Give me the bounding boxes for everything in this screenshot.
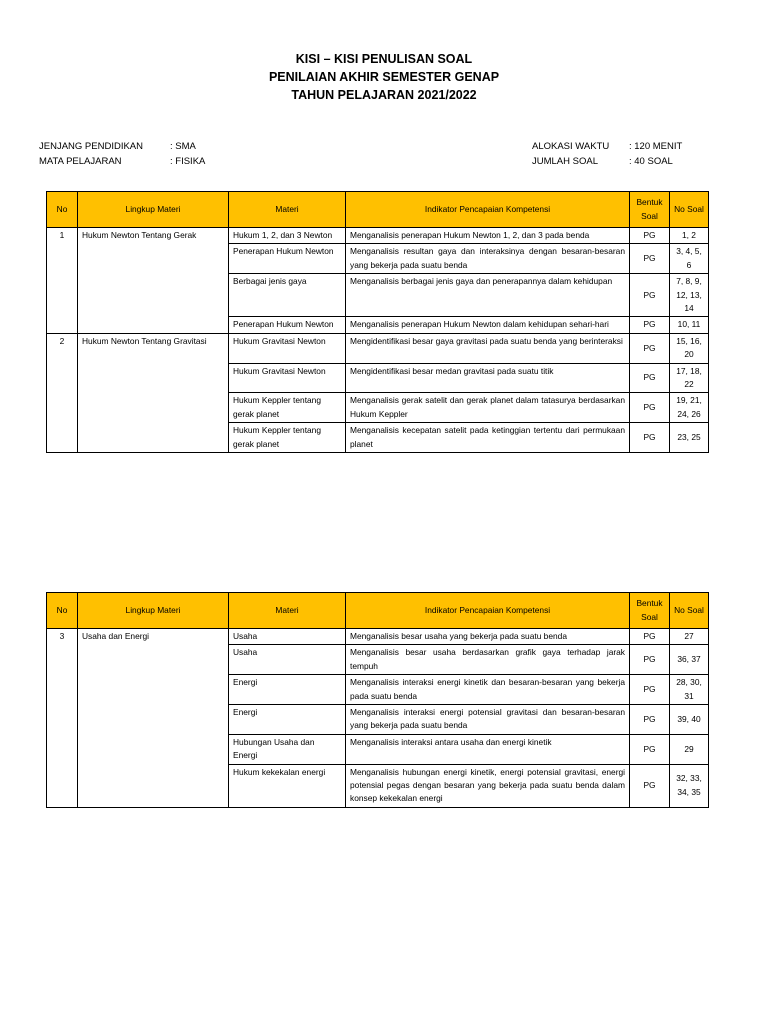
header-bentuk: Bentuk Soal bbox=[630, 593, 670, 629]
cell-lingkup-materi: Usaha dan Energi bbox=[78, 629, 229, 808]
cell-indikator: Menganalisis interaksi antara usaha dan energi kinetik bbox=[346, 734, 630, 764]
meta-alokasi-value: : 120 MENIT bbox=[629, 141, 683, 152]
meta-alokasi bbox=[532, 139, 682, 154]
cell-bentuk-soal: PG bbox=[630, 764, 670, 807]
cell-bentuk-soal: PG bbox=[630, 705, 670, 735]
cell-materi: Hukum kekekalan energi bbox=[229, 764, 346, 807]
cell-no-soal: 15, 16, 20 bbox=[670, 333, 709, 363]
cell-bentuk-soal: PG bbox=[630, 675, 670, 705]
cell-materi: Usaha bbox=[229, 629, 346, 645]
table-row bbox=[47, 629, 709, 645]
header-indikator: Indikator Pencapaian Kompetensi bbox=[346, 593, 630, 629]
meta-jumlah-value: : 40 SOAL bbox=[629, 156, 673, 167]
meta-mapel bbox=[39, 154, 205, 169]
meta-jenjang-label: JENJANG PENDIDIKAN bbox=[39, 141, 143, 152]
cell-indikator: Menganalisis kecepatan satelit pada ketinggian tertentu dari permukaan planet bbox=[346, 423, 630, 453]
cell-materi: Berbagai jenis gaya bbox=[229, 274, 346, 317]
cell-lingkup-materi: Hukum Newton Tentang Gerak bbox=[78, 228, 229, 334]
cell-bentuk-soal: PG bbox=[630, 274, 670, 317]
cell-no-soal: 36, 37 bbox=[670, 645, 709, 675]
meta-jumlah bbox=[532, 154, 682, 169]
cell-indikator: Menganalisis gerak satelit dan gerak planet dalam tatasurya berdasarkan Hukum Keppler bbox=[346, 393, 630, 423]
cell-materi: Energi bbox=[229, 675, 346, 705]
cell-indikator: Mengidentifikasi besar gaya gravitasi pada suatu benda yang berinteraksi bbox=[346, 333, 630, 363]
cell-materi: Penerapan Hukum Newton bbox=[229, 317, 346, 333]
cell-no-soal: 1, 2 bbox=[670, 228, 709, 244]
cell-bentuk-soal: PG bbox=[630, 363, 670, 393]
cell-no: 3 bbox=[47, 629, 78, 808]
cell-no-soal: 27 bbox=[670, 629, 709, 645]
cell-materi: Hukum Gravitasi Newton bbox=[229, 333, 346, 363]
header-no-soal: No Soal bbox=[670, 192, 709, 228]
cell-no-soal: 39, 40 bbox=[670, 705, 709, 735]
cell-materi: Energi bbox=[229, 705, 346, 735]
cell-indikator: Menganalisis interaksi energi potensial gravitasi dan besaran-besaran yang bekerja pada suatu benda bbox=[346, 705, 630, 735]
cell-no: 2 bbox=[47, 333, 78, 452]
cell-bentuk-soal: PG bbox=[630, 317, 670, 333]
cell-indikator: Menganalisis berbagai jenis gaya dan penerapannya dalam kehidupan bbox=[346, 274, 630, 317]
cell-bentuk-soal: PG bbox=[630, 393, 670, 423]
cell-indikator: Menganalisis penerapan Hukum Newton dalam kehidupan sehari-hari bbox=[346, 317, 630, 333]
cell-no-soal: 3, 4, 5, 6 bbox=[670, 244, 709, 274]
cell-materi: Hukum Gravitasi Newton bbox=[229, 363, 346, 393]
header-materi: Materi bbox=[229, 192, 346, 228]
table-row bbox=[47, 333, 709, 363]
table-header-row bbox=[47, 192, 709, 228]
header-no-soal: No Soal bbox=[670, 593, 709, 629]
cell-no-soal: 23, 25 bbox=[670, 423, 709, 453]
header-bentuk: Bentuk Soal bbox=[630, 192, 670, 228]
header-lingkup: Lingkup Materi bbox=[78, 593, 229, 629]
meta-mapel-value: : FISIKA bbox=[170, 156, 206, 167]
cell-bentuk-soal: PG bbox=[630, 645, 670, 675]
cell-no-soal: 17, 18, 22 bbox=[670, 363, 709, 393]
cell-indikator: Menganalisis resultan gaya dan interaksinya dengan besaran-besaran yang bekerja pada suatu benda bbox=[346, 244, 630, 274]
cell-materi: Hukum 1, 2, dan 3 Newton bbox=[229, 228, 346, 244]
header-indikator: Indikator Pencapaian Kompetensi bbox=[346, 192, 630, 228]
cell-bentuk-soal: PG bbox=[630, 244, 670, 274]
meta-alokasi-label: ALOKASI WAKTU bbox=[532, 141, 610, 152]
title-line-1: KISI – KISI PENULISAN SOAL bbox=[295, 52, 473, 66]
cell-no-soal: 7, 8, 9, 12, 13, 14 bbox=[670, 274, 709, 317]
cell-no-soal: 29 bbox=[670, 734, 709, 764]
table-row bbox=[47, 228, 709, 244]
document-title bbox=[0, 50, 768, 104]
title-line-3: TAHUN PELAJARAN 2021/2022 bbox=[291, 88, 477, 102]
cell-no: 1 bbox=[47, 228, 78, 334]
header-materi: Materi bbox=[229, 593, 346, 629]
header-no: No bbox=[47, 192, 78, 228]
cell-bentuk-soal: PG bbox=[630, 734, 670, 764]
title-line-2: PENILAIAN AKHIR SEMESTER GENAP bbox=[268, 70, 500, 84]
cell-indikator: Menganalisis interaksi energi kinetik dan besaran-besaran yang bekerja pada suatu benda bbox=[346, 675, 630, 705]
cell-no-soal: 10, 11 bbox=[670, 317, 709, 333]
kisi-table-1 bbox=[46, 191, 709, 453]
meta-jenjang-value: : SMA bbox=[170, 141, 196, 152]
cell-indikator: Menganalisis besar usaha berdasarkan grafik gaya terhadap jarak tempuh bbox=[346, 645, 630, 675]
cell-materi: Penerapan Hukum Newton bbox=[229, 244, 346, 274]
cell-lingkup-materi: Hukum Newton Tentang Gravitasi bbox=[78, 333, 229, 452]
meta-jenjang bbox=[39, 139, 205, 154]
table-header-row bbox=[47, 593, 709, 629]
cell-indikator: Menganalisis penerapan Hukum Newton 1, 2, dan 3 pada benda bbox=[346, 228, 630, 244]
cell-no-soal: 28, 30, 31 bbox=[670, 675, 709, 705]
cell-bentuk-soal: PG bbox=[630, 228, 670, 244]
cell-bentuk-soal: PG bbox=[630, 333, 670, 363]
cell-materi: Hukum Keppler tentang gerak planet bbox=[229, 423, 346, 453]
cell-bentuk-soal: PG bbox=[630, 629, 670, 645]
header-lingkup: Lingkup Materi bbox=[78, 192, 229, 228]
kisi-table-2 bbox=[46, 592, 709, 808]
cell-indikator: Menganalisis besar usaha yang bekerja pada suatu benda bbox=[346, 629, 630, 645]
cell-bentuk-soal: PG bbox=[630, 423, 670, 453]
meta-right bbox=[532, 139, 682, 169]
cell-materi: Hubungan Usaha dan Energi bbox=[229, 734, 346, 764]
cell-materi: Hukum Keppler tentang gerak planet bbox=[229, 393, 346, 423]
header-no: No bbox=[47, 593, 78, 629]
meta-left bbox=[39, 139, 205, 169]
cell-materi: Usaha bbox=[229, 645, 346, 675]
cell-no-soal: 19, 21, 24, 26 bbox=[670, 393, 709, 423]
cell-indikator: Mengidentifikasi besar medan gravitasi pada suatu titik bbox=[346, 363, 630, 393]
cell-no-soal: 32, 33, 34, 35 bbox=[670, 764, 709, 807]
cell-indikator: Menganalisis hubungan energi kinetik, energi potensial gravitasi, energi potensial pegas dengan besaran yang bekerja pada suatu benda dalam konsep kekekalan energi bbox=[346, 764, 630, 807]
meta-jumlah-label: JUMLAH SOAL bbox=[532, 156, 598, 167]
meta-mapel-label: MATA PELAJARAN bbox=[39, 156, 122, 167]
